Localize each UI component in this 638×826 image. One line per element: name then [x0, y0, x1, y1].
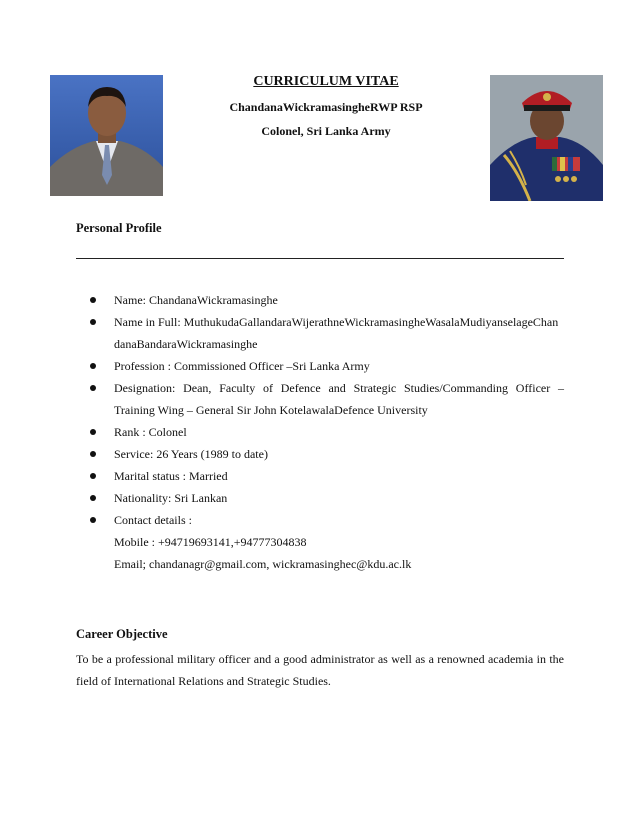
bullet-icon — [90, 429, 96, 435]
list-item-rank: Rank : Colonel — [88, 421, 564, 443]
list-item-marital-status: Marital status : Married — [88, 465, 564, 487]
email-addresses: Email; chandanagr@gmail.com, wickramasinghec@kdu.ac.lk — [114, 557, 412, 571]
bullet-icon — [90, 451, 96, 457]
cv-name-line: ChandanaWickramasingheRWP RSP — [229, 100, 423, 114]
portrait-uniform-photo — [490, 75, 603, 201]
list-item-profession: Profession : Commissioned Officer –Sri Lanka Army — [88, 355, 564, 377]
bullet-icon — [90, 363, 96, 369]
list-item-full-name: Name in Full: MuthukudaGallandaraWijerathneWickramasingheWasalaMudiyanselageChandanaBandaraWickramasinghe — [88, 311, 564, 355]
bullet-icon — [90, 495, 96, 501]
bullet-icon — [90, 319, 96, 325]
personal-profile-list — [88, 289, 564, 575]
list-item-nationality: Nationality: Sri Lankan — [88, 487, 564, 509]
personal-profile-heading: Personal Profile — [76, 221, 162, 235]
list-item-service: Service: 26 Years (1989 to date) — [88, 443, 564, 465]
cv-rank-line: Colonel, Sri Lanka Army — [261, 124, 391, 138]
bullet-icon — [90, 385, 96, 391]
mobile-numbers: Mobile : +94719693141,+94777304838 — [114, 535, 307, 549]
bullet-icon — [90, 297, 96, 303]
career-objective-heading: Career Objective — [76, 627, 168, 641]
section-divider — [76, 258, 564, 259]
cv-header — [170, 74, 482, 138]
career-objective-text: To be a professional military officer and a good administrator as well as a renowned academia in the field of International Relations and Strategic Studies. — [76, 652, 564, 688]
list-item-contact-details: Contact details : Mobile : +94719693141,+94777304838 Email; chandanagr@gmail.com, wickramasinghec@kdu.ac.lk — [88, 509, 564, 575]
portrait-civilian-photo — [50, 75, 163, 196]
bullet-icon — [90, 473, 96, 479]
list-item-designation: Designation: Dean, Faculty of Defence and Strategic Studies/Commanding Officer – Training Wing – General Sir John KotelawalaDefence University — [88, 377, 564, 421]
bullet-icon — [90, 517, 96, 523]
cv-title: CURRICULUM VITAE — [253, 74, 399, 89]
list-item-name: Name: ChandanaWickramasinghe — [88, 289, 564, 311]
